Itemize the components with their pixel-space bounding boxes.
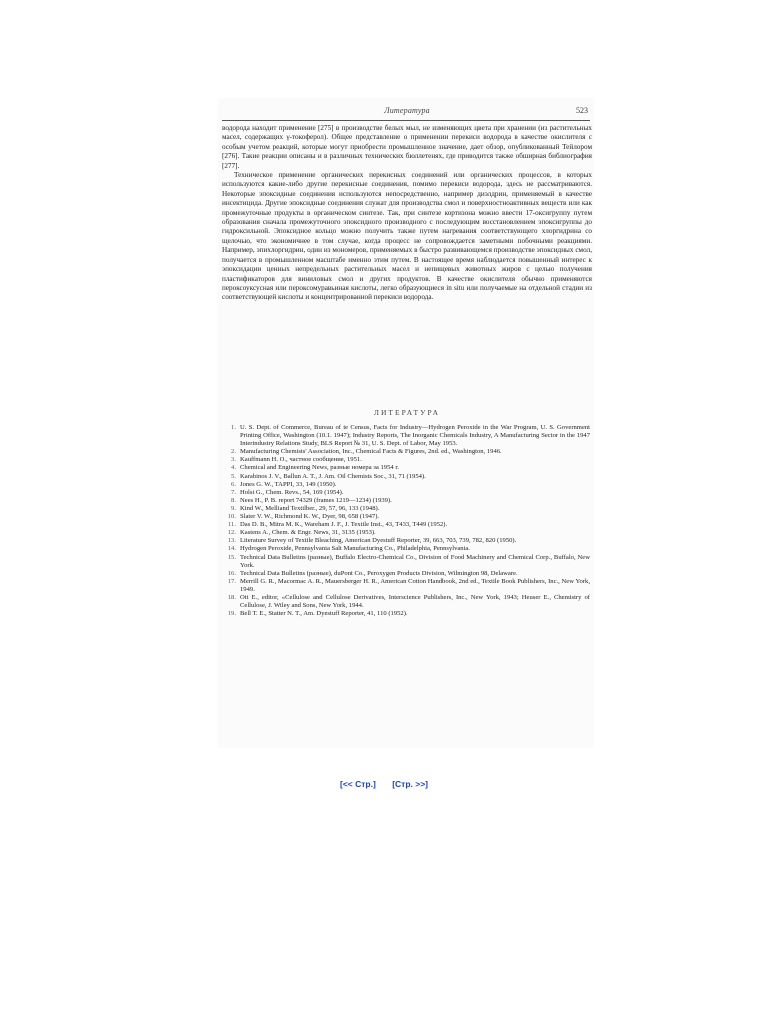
reference-item — [222, 545, 590, 553]
reference-text: Nees H., P. B. report 74329 (frames 1219—1234) (1939). — [240, 496, 392, 504]
reference-number: 19. — [227, 610, 236, 618]
reference-item — [222, 481, 590, 489]
reference-item — [222, 594, 590, 610]
reference-text: Kauffmann H. O., частное сообщение, 1951. — [240, 456, 362, 464]
reference-item — [222, 610, 590, 618]
reference-number: 13. — [227, 537, 236, 545]
reference-number: 17. — [227, 577, 236, 585]
reference-text: Manufacturing Chemists' Association, Inc., Chemical Facts & Figures, 2nd. ed., Washington, 1946. — [240, 448, 502, 456]
reference-item — [222, 456, 590, 464]
reference-item — [222, 570, 590, 578]
reference-text: Slater V. W., Richmond K. W., Dyer, 98, 658 (1947). — [240, 513, 380, 521]
reference-item — [222, 554, 590, 570]
reference-text: Technical Data Bulletins (разные), duPont Co., Peroxygen Products Division, Wilmington 98, Delaware. — [240, 569, 518, 577]
reference-item — [222, 521, 590, 529]
reference-text: Literature Survey of Textile Bleaching, American Dyestuff Reporter, 39, 663, 703, 739, 782, 820 (1950). — [240, 537, 517, 545]
body-text — [222, 124, 592, 303]
reference-item — [222, 578, 590, 594]
reference-item — [222, 497, 590, 505]
reference-number: 12. — [227, 529, 236, 537]
reference-number: 5. — [231, 472, 236, 480]
reference-item — [222, 505, 590, 513]
reference-text: Ott E., editor, «Cellulose and Cellulose Derivatives, Interscience Publishers, Inc., New York, 1943; Heuser E., Chemistry of Cellulose, J. Wiley and Sons, New York, 1944. — [240, 593, 590, 610]
reference-item — [222, 529, 590, 537]
body-paragraph: Техническое применение органических перекисных соединений или органических процессов, в которых используются какие-либо другие перекисные соединения, помимо перекиси водорода, здесь не рассматриваются. Некоторые эпоксидные соединения используются непосредственно, например диэлдрин, применяемый в качестве инсектицида. Другие эпоксидные соединения служат для производства смол и поверхностноактивных веществ или как промежуточные продукты в органическом синтезе. Так, при синтезе кортизона можно ввести 17-оксигруппу путем образования сначала промежуточного эпоксидного производного с последующим восстановлением эпоксигруппы до гидроксильной. Эпоксидное кольцо можно получить также путем нагревания соответствующего хлоргидрина со щелочью, что экономичнее в том случае, когда процесс не сопровождается заметными побочными реакциями. Например, эпихлоргидрин, один из мономеров, применяемых в быстро развивающемся производстве эпоксидных смол, получается в промышленном масштабе именно этим путем. В настоящее время наблюдается повышенный интерес к эпоксидации ценных непредельных растительных масел и непищевых животных жиров с целью получения пластификаторов для виниловых смол и других продуктов. В качестве окислителя обычно применяются пероксоуксусная или пероксомуравьиная кислоты, легко образующиеся in situ или получаемые на отдельной стадии из соответствующей кислоты и концентрированной перекиси водорода. — [222, 171, 592, 302]
reference-number: 4. — [231, 464, 236, 472]
reference-item — [222, 448, 590, 456]
body-paragraph: водорода находит применение [275] в производстве белых мыл, не изменяющих цвета при хранении (из растительных масел, содержащих γ-токоферол). Общее представление о применении перекиси водорода в качестве окислителя с особым учетом реакций, которые могут приобрести промышленное значение, дает обзор, опубликованный Тейлором [276]. Такие реакции описаны и в различных технических бюллетенях, где приводится также обширная библиография [277]. — [222, 124, 592, 170]
running-title: Литература — [384, 106, 430, 115]
header-rule — [222, 120, 590, 121]
reference-number: 14. — [227, 545, 236, 553]
reference-item — [222, 489, 590, 497]
reference-number: 16. — [227, 569, 236, 577]
reference-item — [222, 537, 590, 545]
reference-number: 7. — [231, 488, 236, 496]
reference-number: 18. — [227, 593, 236, 601]
reference-number: 1. — [231, 424, 236, 431]
reference-text: U. S. Dept. of Commerce, Bureau of te Census, Facts for Industry—Hydrogen Peroxide in the War Program, U. S. Government Printing Office, Washington (10.1. 1947); Industry Reports, The Inorganic Chemicals Industry, A Manufacturing Sector in the 1947 Interindustry Relations Study, BLS Report № 31, U. S. Dept. of Labor, May 1953. — [240, 424, 590, 448]
reference-number: 10. — [227, 513, 236, 521]
page-header — [222, 106, 592, 120]
reference-text: Bell T. E., Statter N. T., Am. Dyestuff Reporter, 41, 110 (1952). — [240, 610, 408, 618]
reference-item — [222, 464, 590, 472]
reference-text: Technical Data Bulletins (разные), Buffalo Electro-Chemical Co., Division of Food Machinery and Chemical Corp., Buffalo, New York. — [240, 553, 590, 569]
page-navigation — [0, 779, 768, 789]
reference-item — [222, 424, 590, 448]
reference-number: 2. — [231, 448, 236, 456]
reference-text: Jones G. W., TAPPI, 33, 149 (1950). — [240, 480, 337, 488]
reference-text: Kastens A., Chem. & Engr. News, 31, 3135 (1953). — [240, 529, 376, 537]
reference-text: Merrill G. R., Macormac A. R., Mauersberger H. R., American Cotton Handbook, 2nd ed., Textile Book Publishers, Inc., New York, 1949. — [240, 577, 590, 593]
reference-number: 9. — [231, 504, 236, 512]
next-page-link[interactable]: [Стр. >>] — [392, 779, 428, 789]
prev-page-link[interactable]: [<< Стр.] — [340, 779, 376, 789]
reference-number: 15. — [227, 553, 236, 561]
reference-text: Kind W., Melliand Textilber., 29, 57, 96, 133 (1948). — [240, 504, 380, 512]
reference-text: Hydrogen Peroxide, Pennsylvania Salt Manufacturing Co., Philadelphia, Pennsylvania. — [240, 545, 471, 553]
reference-text: Karabinos J. V., Ballun A. T., J. Am. Oil Chemists Soc., 31, 71 (1954). — [240, 472, 426, 480]
reference-number: 8. — [231, 496, 236, 504]
reference-number: 3. — [231, 456, 236, 464]
references-title: ЛИТЕРАТУРА — [373, 408, 441, 417]
reference-text: Das D. B., Mitra M. K., Wareham J. F., J. Textile Inst., 43, T433, T449 (1952). — [240, 521, 448, 529]
page-number: 523 — [576, 106, 588, 115]
reference-item — [222, 473, 590, 481]
reference-text: Holst G., Chem. Revs., 54, 169 (1954). — [240, 488, 344, 496]
reference-number: 6. — [231, 480, 236, 488]
reference-number: 11. — [228, 521, 236, 529]
reference-item — [222, 513, 590, 521]
references-list — [222, 424, 590, 618]
reference-text: Chemical and Engineering News, разные номера за 1954 г. — [240, 464, 399, 472]
